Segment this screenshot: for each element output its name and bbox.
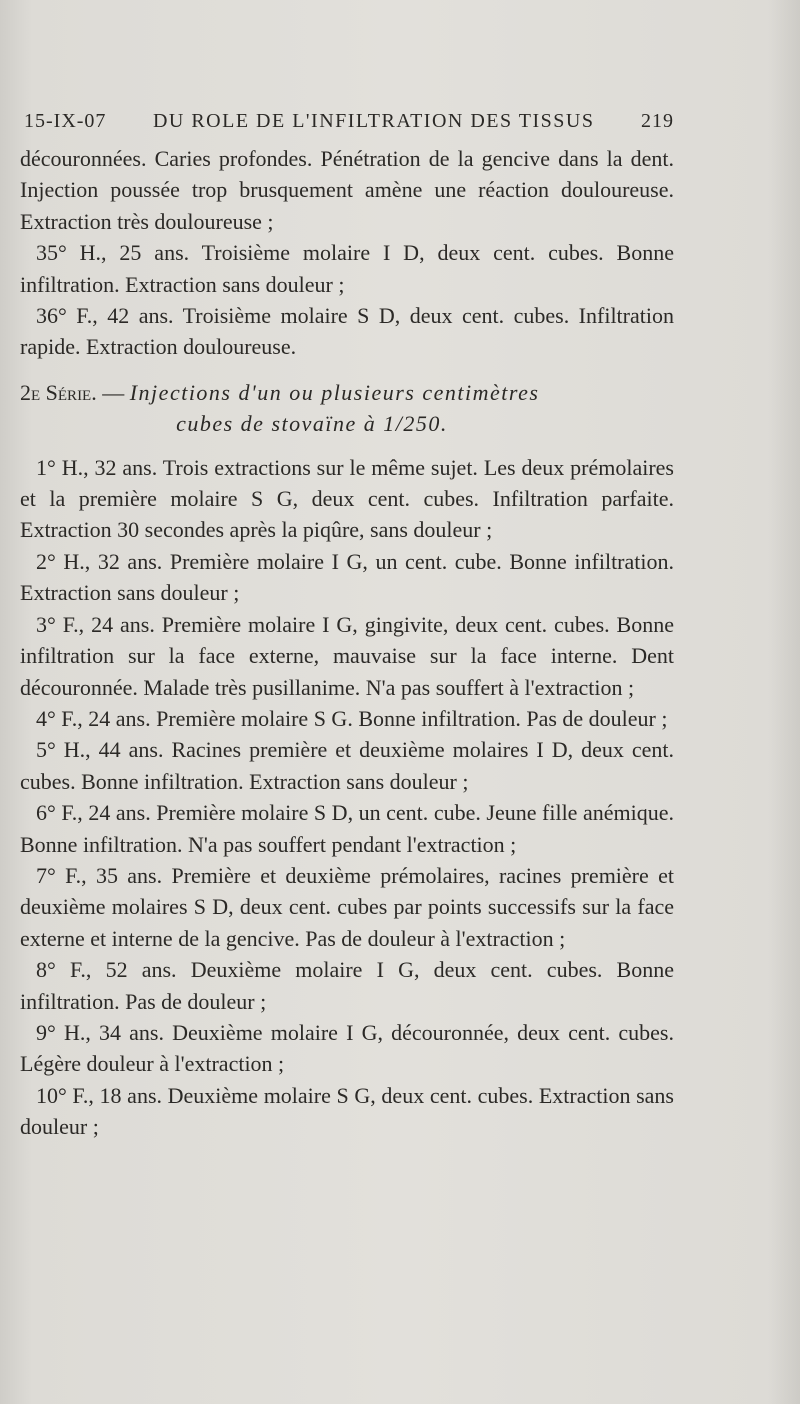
page-number: 219 xyxy=(640,110,674,132)
series-title-line1: Injections d'un ou plusieurs centimètres xyxy=(129,379,540,405)
header-date: 15-IX-07 xyxy=(24,110,107,132)
case-paragraph: 7° F., 35 ans. Première et deuxième prémolaires, racines première et deuxième molaires S D, deux cent. cubes par points successifs sur la face externe et interne de la gencive. Pas de douleur à l'extraction ; xyxy=(20,862,674,951)
series-label: 2e Série. — xyxy=(20,379,125,405)
paragraph: 36° F., 42 ans. Troisième molaire S D, deux cent. cubes. Infiltration rapide. Extraction douloureuse. xyxy=(20,303,674,360)
running-header xyxy=(24,110,674,133)
series-heading xyxy=(20,377,674,440)
paragraph: 35° H., 25 ans. Troisième molaire I D, deux cent. cubes. Bonne infiltration. Extraction sans douleur ; xyxy=(20,240,674,297)
case-paragraph: 8° F., 52 ans. Deuxième molaire I G, deux cent. cubes. Bonne infiltration. Pas de douleur ; xyxy=(20,957,674,1014)
case-paragraph: 6° F., 24 ans. Première molaire S D, un cent. cube. Jeune fille anémique. Bonne infiltration. N'a pas souffert pendant l'extraction ; xyxy=(20,800,674,857)
case-paragraph: 2° H., 32 ans. Première molaire I G, un cent. cube. Bonne infiltration. Extraction sans douleur ; xyxy=(20,548,674,606)
body-text xyxy=(20,143,674,1143)
series-title-line2: cubes de stovaïne à 1/250. xyxy=(176,411,448,437)
case-paragraph: 9° H., 34 ans. Deuxième molaire I G, découronnée, deux cent. cubes. Légère douleur à l'extraction ; xyxy=(20,1019,674,1077)
case-paragraph: 1° H., 32 ans. Trois extractions sur le même sujet. Les deux prémolaires et la première molaire S G, deux cent. cubes. Infiltration parfaite. Extraction 30 secondes après la piqûre, sans douleur ; xyxy=(20,454,674,543)
case-paragraph: 10° F., 18 ans. Deuxième molaire S G, deux cent. cubes. Extraction sans douleur ; xyxy=(20,1082,674,1140)
case-paragraph: 5° H., 44 ans. Racines première et deuxième molaires I D, deux cent. cubes. Bonne infiltration. Extraction sans douleur ; xyxy=(20,737,674,794)
case-paragraph: 3° F., 24 ans. Première molaire I G, gingivite, deux cent. cubes. Bonne infiltration sur la face externe, mauvaise sur la face interne. Dent découronnée. Malade très pusillanime. N'a pas souffert à l'extraction ; xyxy=(20,611,674,700)
case-paragraph: 4° F., 24 ans. Première molaire S G. Bonne infiltration. Pas de douleur ; xyxy=(36,705,668,731)
paragraph: découronnées. Caries profondes. Pénétration de la gencive dans la dent. Injection poussée trop brusquement amène une réaction douloureuse. Extraction très douloureuse ; xyxy=(20,146,674,234)
header-title: DU ROLE DE L'INFILTRATION DES TISSUS xyxy=(152,110,595,132)
